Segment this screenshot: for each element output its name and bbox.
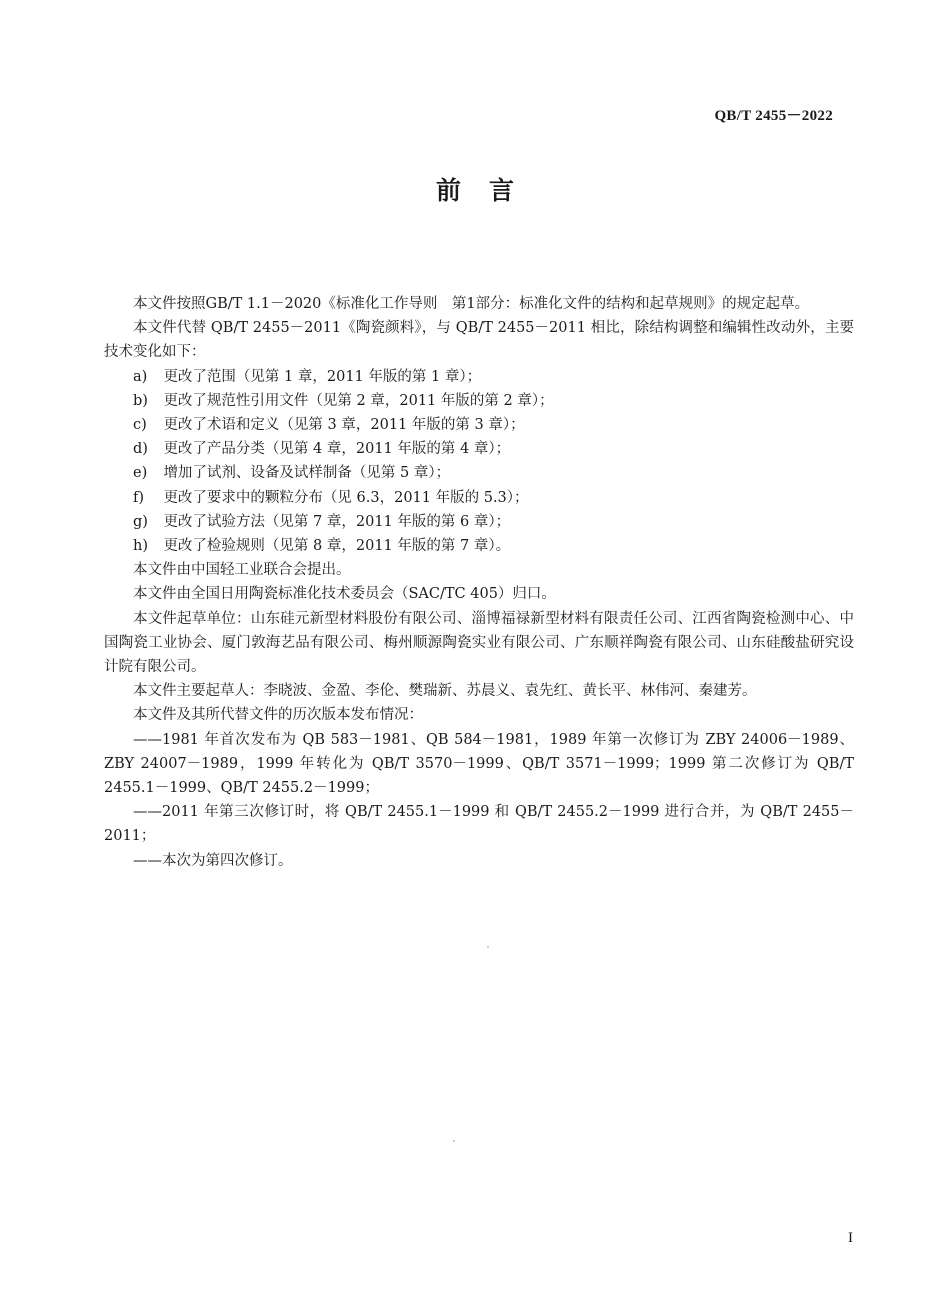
standard-code: QB/T 2455－2022: [714, 108, 833, 124]
page-title: [0, 171, 950, 207]
list-item: [104, 510, 854, 534]
history-item: ——本次为第四次修订。: [133, 852, 293, 869]
list-item: [104, 534, 854, 558]
list-text: 更改了检验规则（见第 8 章，2011 年版的第 7 章）。: [163, 538, 511, 555]
paragraph-committee: 本文件由全国日用陶瓷标准化技术委员会（SAC/TC 405）归口。: [133, 586, 556, 603]
list-item: [104, 389, 854, 413]
list-item: [104, 461, 854, 485]
list-text: 更改了要求中的颗粒分布（见 6.3，2011 年版的 5.3）；: [163, 489, 529, 506]
scan-speck: [487, 946, 489, 948]
list-item: [104, 365, 854, 389]
list-marker: f): [133, 489, 145, 506]
list-marker: d): [133, 441, 148, 458]
list-marker: g): [133, 513, 148, 530]
list-marker: b): [133, 392, 148, 409]
list-text: 更改了术语和定义（见第 3 章，2011 年版的第 3 章）；: [163, 417, 525, 434]
paragraph-replacement: 本文件代替 QB/T 2455－2011《陶瓷颜料》，与 QB/T 2455－2011 相比，除结构调整和编辑性改动外，主要技术变化如下：: [104, 320, 854, 361]
list-marker: c): [133, 417, 147, 434]
preface-body: [104, 292, 854, 873]
list-marker: h): [133, 538, 148, 555]
page-number: I: [848, 1230, 853, 1246]
list-item: [104, 437, 854, 461]
paragraph-drafting-rules: 本文件按照GB/T 1.1－2020《标准化工作导则 第1部分：标准化文件的结构和起草规则》的规定起草。: [133, 296, 810, 312]
paragraph-drafting-units: 本文件起草单位：山东硅元新型材料股份有限公司、淄博福禄新型材料有限责任公司、江西省陶瓷检测中心、中国陶瓷工业协会、厦门敦海艺品有限公司、梅州顺源陶瓷实业有限公司、广东顺祥陶瓷有限公司、山东硅酸盐研究设计院有限公司。: [104, 610, 854, 676]
paragraph-drafters: 本文件主要起草人：李晓波、金盈、李伦、樊瑞新、苏晨义、袁先红、黄长平、林伟河、秦建芳。: [133, 683, 757, 700]
list-marker: e): [133, 465, 148, 482]
list-item: [104, 413, 854, 437]
list-text: 更改了范围（见第 1 章，2011 年版的第 1 章）；: [163, 368, 482, 385]
list-text: 更改了规范性引用文件（见第 2 章，2011 年版的第 2 章）；: [163, 392, 554, 409]
history-item: ——2011 年第三次修订时，将 QB/T 2455.1－1999 和 QB/T 2455.2－1999 进行合并，为 QB/T 2455－2011；: [104, 804, 854, 845]
list-text: 更改了试验方法（见第 7 章，2011 年版的第 6 章）；: [163, 513, 511, 530]
paragraph-history-intro: 本文件及其所代替文件的历次版本发布情况：: [133, 707, 423, 724]
list-text: 更改了产品分类（见第 4 章，2011 年版的第 4 章）；: [163, 441, 511, 458]
title-char-right: 言: [489, 176, 515, 205]
history-item: ——1981 年首次发布为 QB 583－1981、QB 584－1981，1989 年第一次修订为 ZBY 24006－1989、ZBY 24007－1989，1999 年转化为 QB/T 3570－1999、QB/T 3571－1999；1999 第二次修订为 QB/T 2455.1－1999、QB/T 2455.2－1999；: [104, 731, 854, 797]
list-item: [104, 486, 854, 510]
title-char-left: 前: [435, 176, 461, 205]
list-marker: a): [133, 368, 148, 385]
paragraph-proposer: 本文件由中国轻工业联合会提出。: [133, 562, 351, 579]
scan-speck: [453, 1140, 455, 1142]
list-text: 增加了试剂、设备及试样制备（见第 5 章）；: [163, 465, 451, 482]
